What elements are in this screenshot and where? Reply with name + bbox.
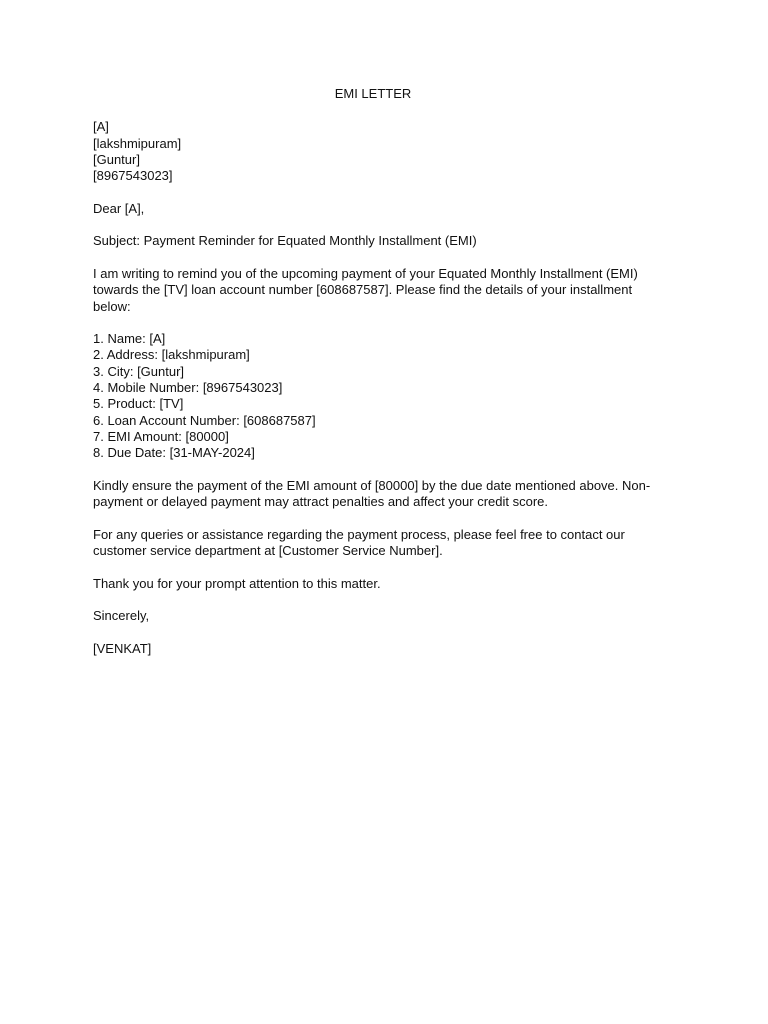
detail-loan-account-number: 6. Loan Account Number: [608687587] xyxy=(93,412,316,428)
reminder-line: Kindly ensure the payment of the EMI amount of [80000] by the due date mentioned above. Non- xyxy=(93,477,651,493)
address-line-city: [Guntur] xyxy=(93,151,140,167)
detail-product: 5. Product: [TV] xyxy=(93,396,184,412)
subject-line: Subject: Payment Reminder for Equated Monthly Installment (EMI) xyxy=(93,233,477,249)
thanks-line: Thank you for your prompt attention to this matter. xyxy=(93,575,381,591)
closing-line: Sincerely, xyxy=(93,608,150,624)
intro-line: below: xyxy=(93,298,131,314)
salutation: Dear [A], xyxy=(93,200,145,216)
intro-paragraph xyxy=(93,266,673,315)
detail-address: 2. Address: [lakshmipuram] xyxy=(93,347,250,363)
installment-details-list xyxy=(93,331,673,461)
reminder-paragraph xyxy=(93,478,673,511)
address-line-name: [A] xyxy=(93,119,109,135)
letter-title: EMI LETTER xyxy=(334,86,412,101)
contact-line: customer service department at [Customer Service Number]. xyxy=(93,543,443,559)
letter-page xyxy=(93,86,673,673)
contact-line: For any queries or assistance regarding the payment process, please feel free to contact our xyxy=(93,526,625,542)
address-line-phone: [8967543023] xyxy=(93,168,173,184)
detail-name: 1. Name: [A] xyxy=(93,331,166,347)
intro-line: I am writing to remind you of the upcoming payment of your Equated Monthly Installment (EMI) xyxy=(93,265,638,281)
intro-line: towards the [TV] loan account number [608687587]. Please find the details of your installment xyxy=(93,282,633,298)
contact-paragraph xyxy=(93,527,673,560)
detail-mobile-number: 4. Mobile Number: [8967543023] xyxy=(93,380,283,396)
recipient-address xyxy=(93,119,673,184)
reminder-line: payment or delayed payment may attract penalties and affect your credit score. xyxy=(93,494,548,510)
signature: [VENKAT] xyxy=(93,640,152,656)
detail-emi-amount: 7. EMI Amount: [80000] xyxy=(93,428,229,444)
address-line-street: [lakshmipuram] xyxy=(93,135,182,151)
detail-due-date: 8. Due Date: [31-MAY-2024] xyxy=(93,445,255,461)
detail-city: 3. City: [Guntur] xyxy=(93,363,185,379)
